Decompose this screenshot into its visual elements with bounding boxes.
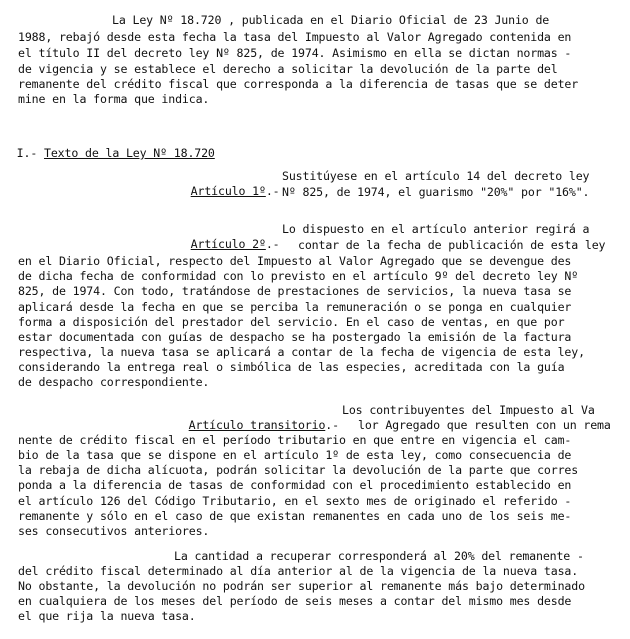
- transitorio-sep: .-: [325, 418, 339, 432]
- transitorio-line: la rebaja de dicha alícuota, podrán solicitar la devolución de la parte que corres: [18, 463, 579, 477]
- article-2-line: 825, de 1974. Con todo, tratándose de prestaciones de servicios, la nueva tasa se: [18, 284, 572, 298]
- intro-line: La Ley Nº 18.720 , publicada en el Diario Oficial de 23 Junio de: [112, 13, 550, 27]
- article-2-line: de dicha fecha de conformidad con lo previsto en el artículo 9º del decreto ley Nº: [18, 269, 579, 283]
- article-2-line: estar documentada con guías de despacho se ha postergado la emisión de la factura: [18, 330, 572, 344]
- transitorio-line: el artículo 126 del Código Tributario, en el sexto mes de originado el referido -: [18, 494, 572, 508]
- transitorio-line: lor Agregado que resulten con un rema: [358, 418, 611, 432]
- closing-line: el que rija la nueva tasa.: [18, 609, 196, 623]
- transitorio-line: ponda a la diferencia de tasas de conformidad con el procedimiento establecido en: [18, 478, 572, 492]
- transitorio-line: ses consecutivos anteriores.: [18, 524, 210, 538]
- article-1-sep: .-: [265, 184, 280, 198]
- transitorio-label: Artículo transitorio: [188, 418, 326, 432]
- transitorio-heading: [175, 403, 339, 433]
- article-2-line: de despacho correspondiente.: [18, 375, 210, 389]
- article-2-line: en el Diario Oficial, respecto del Impuesto al Valor Agregado que se devengue des: [18, 254, 572, 268]
- article-2-sep: .-: [265, 237, 280, 251]
- article-1-label: Artículo 1º: [190, 184, 266, 198]
- closing-line: en cualquiera de los meses del período de seis meses a contar del mismo mes desde: [18, 594, 572, 608]
- transitorio-line: remanente y sólo en el caso de que existan remanentes en cada uno de los seis me-: [18, 509, 572, 523]
- intro-line: de vigencia y se establece el derecho a solicitar la devolución de la parte del: [18, 62, 558, 76]
- article-1-line: Nº 825, de 1974, el guarismo "20%" por "16%".: [282, 185, 590, 199]
- article-2-line: forma a disposición del prestador del servicio. En el caso de ventas, en que por: [18, 315, 565, 329]
- article-2-line: contar de la fecha de publicación de esta ley: [298, 238, 606, 252]
- closing-line: No obstante, la devolución no podrán ser superior al remanente más bajo determinado: [18, 579, 585, 593]
- closing-line: del crédito fiscal determinado al día anterior al de la vigencia de la nueva tasa.: [18, 564, 579, 578]
- transitorio-line: bio de la tasa que se dispone en el artículo 1º de esta ley, como consecuencia de: [18, 448, 572, 462]
- article-1-line: Sustitúyese en el artículo 14 del decreto ley: [282, 169, 590, 183]
- transitorio-line: nente de crédito fiscal en el período tributario en que entre en vigencia el cam-: [18, 433, 572, 447]
- article-1-heading: [177, 169, 279, 199]
- intro-line: remanente del crédito fiscal que corresponda a la diferencia de tasas que se deter: [18, 77, 579, 91]
- intro-line: 1988, rebajó desde esta fecha la tasa del Impuesto al Valor Agregado contenida en: [18, 30, 572, 44]
- article-2-line: respectiva, la nueva tasa se aplicará a contar de la fecha de vigencia de esta ley,: [18, 345, 585, 359]
- transitorio-line: Los contribuyentes del Impuesto al Va: [342, 403, 595, 417]
- section-heading: [3, 131, 215, 161]
- article-2-line: Lo dispuesto en el artículo anterior regirá a: [282, 222, 590, 236]
- section-title: Texto de la Ley Nº 18.720: [44, 146, 215, 160]
- intro-line: el título II del decreto ley Nº 825, de 1974. Asimismo en ella se dictan normas -: [18, 46, 572, 60]
- closing-line: La cantidad a recuperar corresponderá al 20% del remanente -: [174, 549, 584, 563]
- article-2-label: Artículo 2º: [190, 237, 266, 251]
- section-number: I.-: [16, 146, 38, 160]
- article-2-heading: [177, 222, 279, 252]
- article-2-line: aplicará desde la fecha en que se perciba la remuneración o se ponga en cualquier: [18, 300, 572, 314]
- intro-line: mine en la forma que indica.: [18, 92, 210, 106]
- article-2-line: considerando la entrega real o simbólica de las especies, acreditada con la guía: [18, 360, 565, 374]
